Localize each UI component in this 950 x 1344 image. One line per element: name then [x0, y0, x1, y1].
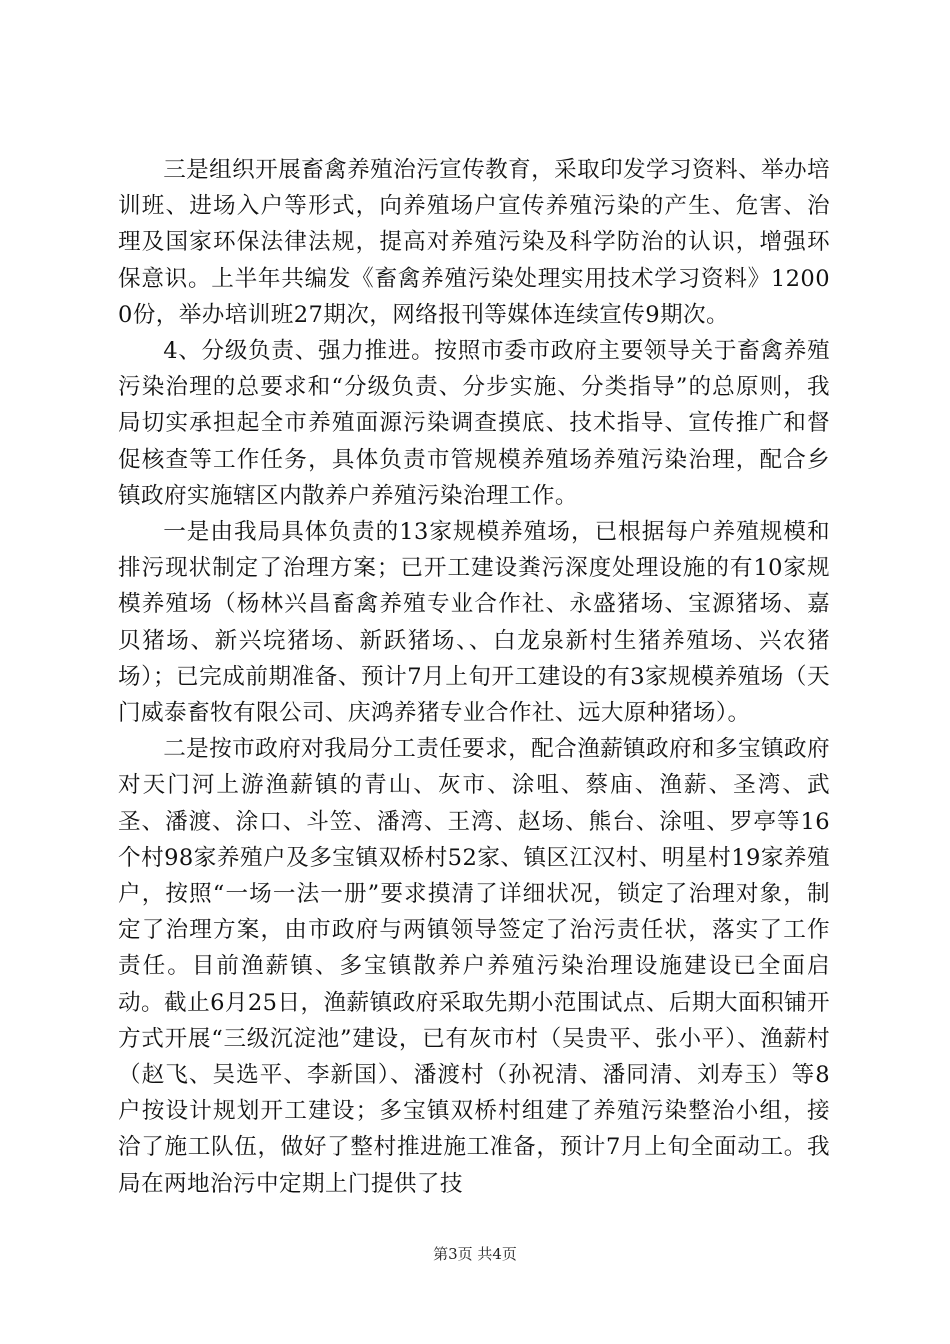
paragraph-section-4: 4、分级负责、强力推进。按照市委市政府主要领导关于畜禽养殖污染治理的总要求和“分级负责、分步实施、分类指导”的总原则，我局切实承担起全市养殖面源污染调查摸底、技术指导、宣传推广和督促核查等工作任务，具体负责市管规模养殖场养殖污染治理，配合乡镇政府实施辖区内散养户养殖污染治理工作。 — [118, 338, 830, 509]
paragraph-large-farms: 一是由我局具体负责的13家规模养殖场，已根据每户养殖规模和排污现状制定了治理方案；已开工建设粪污深度处理设施的有10家规模养殖场（杨林兴昌畜禽养殖专业合作社、永盛猪场、宝源猪场、嘉贝猪场、新兴垸猪场、新跃猪场、、白龙泉新村生猪养殖场、兴农猪场）；已完成前期准备、预计7月上旬开工建设的有3家规模养殖场（天门威泰畜牧有限公司、庆鸿养猪专业合作社、远大原种猪场）。 — [118, 519, 830, 727]
paragraph-propaganda: 三是组织开展畜禽养殖治污宣传教育，采取印发学习资料、举办培训班、进场入户等形式，向养殖场户宣传养殖污染的产生、危害、治理及国家环保法律法规，提高对养殖污染及科学防治的认识，增强环保意识。上半年共编发《畜禽养殖污染处理实用技术学习资料》12000份，举办培训班27期次，网络报刊等媒体连续宣传9期次。 — [118, 157, 831, 328]
page-footer: 第3页 共4页 — [433, 1245, 517, 1263]
paragraph-town-cooperation: 二是按市政府对我局分工责任要求，配合渔薪镇政府和多宝镇政府对天门河上游渔薪镇的青山、灰市、涂咀、蔡庙、渔薪、圣湾、武圣、潘渡、涂口、斗笠、潘湾、王湾、赵场、熊台、涂咀、罗亭等16个村98家养殖户及多宝镇双桥村52家、镇区江汉村、明星村19家养殖户，按照“一场一法一册”要求摸清了详细状况，锁定了治理对象，制定了治理方案，由市政府与两镇领导签定了治污责任状，落实了工作责任。目前渔薪镇、多宝镇散养户养殖污染治理设施建设已全面启动。截止6月25日，渔薪镇政府采取先期小范围试点、后期大面积铺开方式开展“三级沉淀池”建设，已有灰市村（吴贵平、张小平）、渔薪村（赵飞、吴选平、李新国）、潘渡村（孙祝清、潘同清、刘寿玉）等8户按设计规划开工建设；多宝镇双桥村组建了养殖污染整治小组，接洽了施工队伍，做好了整村推进施工准备，预计7月上旬全面动工。我局在两地治污中定期上门提供了技 — [118, 736, 831, 1197]
document-body — [118, 152, 830, 1202]
